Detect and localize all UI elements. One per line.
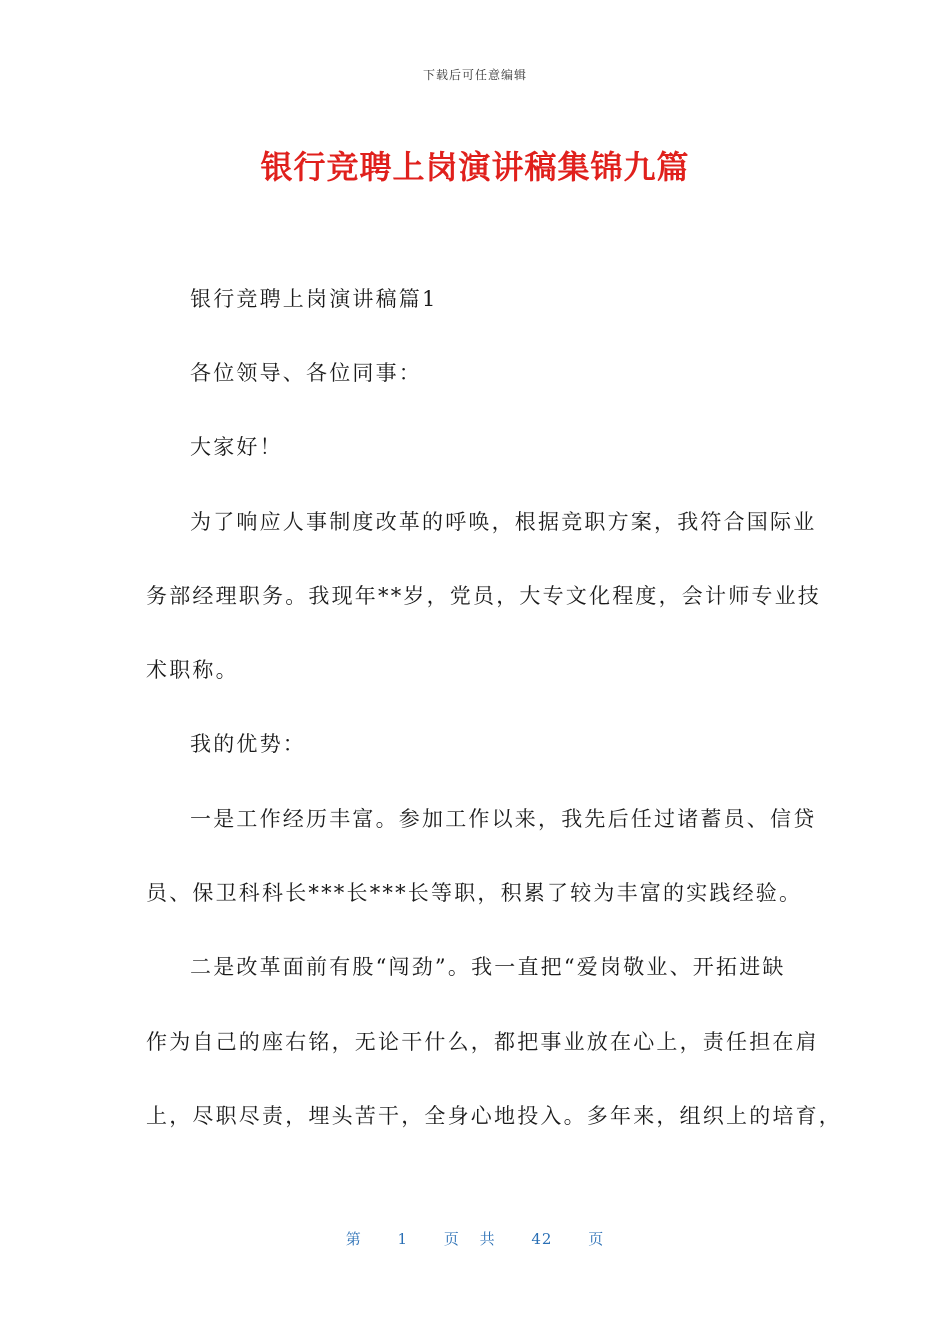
section-heading: 银行竞聘上岗演讲稿篇1 bbox=[190, 287, 438, 311]
footer-label-page: 第 bbox=[345, 1230, 362, 1248]
paragraph-line: 二是改革面前有股“闯劲”。我一直把“爱岗敬业、开拓进缺 bbox=[190, 955, 786, 979]
greeting: 大家好！ bbox=[190, 435, 283, 459]
footer-current-page: 1 bbox=[397, 1230, 409, 1248]
paragraph-line: 作为自己的座右铭，无论干什么，都把事业放在心上，责任担在肩 bbox=[146, 1030, 819, 1054]
footer-label-end: 页 bbox=[588, 1230, 605, 1248]
paragraph-line: 术职称。 bbox=[146, 658, 239, 682]
header-note: 下载后可任意编辑 bbox=[422, 68, 527, 82]
paragraph-line: 务部经理职务。我现年**岁，党员，大专文化程度，会计师专业技 bbox=[146, 584, 821, 608]
footer-total-pages: 42 bbox=[531, 1230, 553, 1248]
salutation: 各位领导、各位同事： bbox=[190, 361, 422, 385]
paragraph-line: 我的优势： bbox=[190, 732, 306, 756]
document-title: 银行竞聘上岗演讲稿集锦九篇 bbox=[260, 148, 690, 186]
footer-label-total: 页 共 bbox=[443, 1230, 496, 1248]
page-footer bbox=[0, 1228, 950, 1249]
paragraph-line: 一是工作经历丰富。参加工作以来，我先后任过诸蓄员、信贷 bbox=[190, 807, 817, 831]
paragraph-line: 上，尽职尽责，埋头苦干，全身心地投入。多年来，组织上的培育， bbox=[146, 1104, 842, 1128]
paragraph-line: 员、保卫科科长***长***长等职，积累了较为丰富的实践经验。 bbox=[146, 881, 803, 905]
paragraph-line: 为了响应人事制度改革的呼唤，根据竞职方案，我符合国际业 bbox=[190, 510, 817, 534]
